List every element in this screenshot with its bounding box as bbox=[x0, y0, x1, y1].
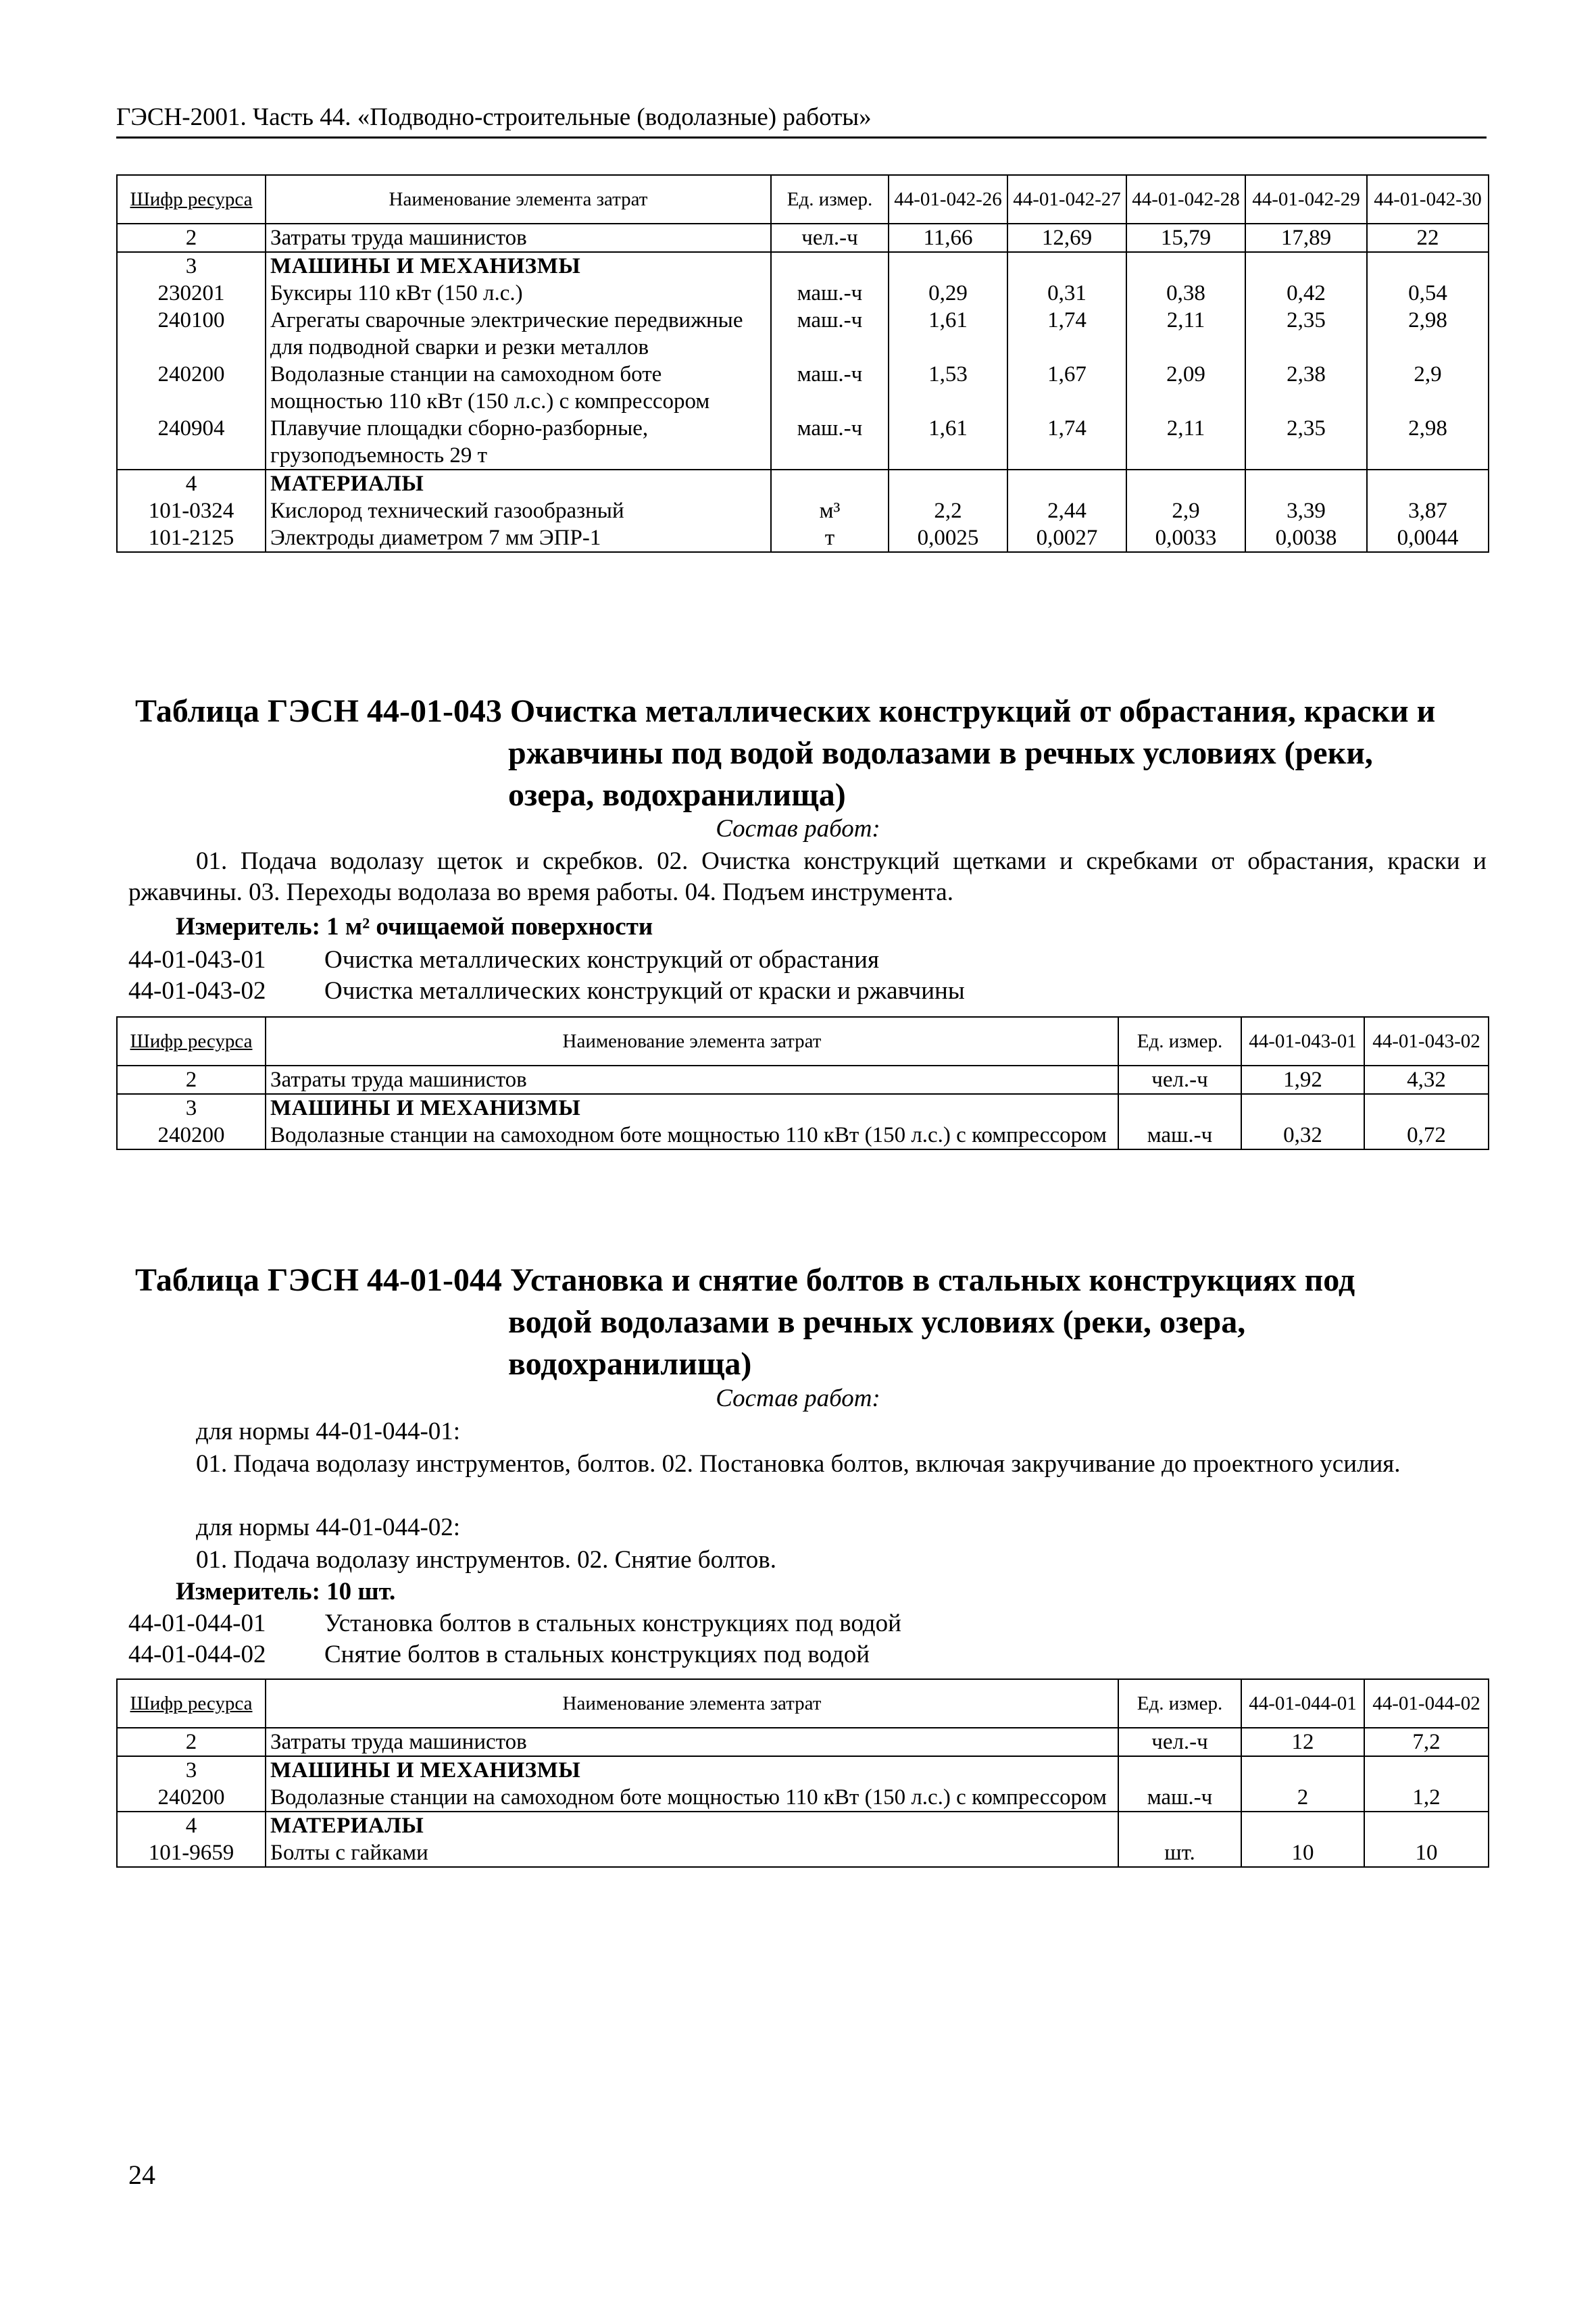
row-value: 2,35 bbox=[1245, 415, 1367, 470]
row-value: 22 bbox=[1367, 224, 1489, 252]
table-header-row bbox=[117, 1679, 1489, 1728]
table-row bbox=[117, 1066, 1489, 1094]
row-value: 7,2 bbox=[1364, 1728, 1489, 1756]
row-value: 2,98 bbox=[1367, 307, 1489, 361]
row-unit: чел.-ч bbox=[1118, 1066, 1241, 1094]
row-name: Водолазные станции на самоходном боте мощностью 110 кВт (150 л.с.) с компрессором bbox=[266, 1784, 1118, 1812]
row-name: Плавучие площадки сборно-разборные, грузоподъемность 29 т bbox=[266, 415, 771, 470]
header-name: Наименование элемента затрат bbox=[266, 1017, 1118, 1066]
category-code: 3 bbox=[117, 1756, 266, 1784]
table-row bbox=[117, 415, 1489, 470]
row-value: 10 bbox=[1241, 1839, 1364, 1867]
row-value: 15,79 bbox=[1126, 224, 1245, 252]
row-code: 240200 bbox=[117, 1122, 266, 1149]
category-code: 3 bbox=[117, 252, 266, 280]
category-title: МАТЕРИАЛЫ bbox=[266, 470, 771, 497]
row-value: 1,67 bbox=[1007, 361, 1126, 415]
row-unit: шт. bbox=[1118, 1839, 1241, 1867]
row-name: Затраты труда машинистов bbox=[266, 1066, 1118, 1094]
row-code: 240904 bbox=[117, 415, 266, 470]
norm-list bbox=[128, 1608, 901, 1670]
row-value: 0,72 bbox=[1364, 1122, 1489, 1149]
row-code: 240200 bbox=[117, 1784, 266, 1812]
row-value: 0,31 bbox=[1007, 280, 1126, 307]
category-row bbox=[117, 252, 1489, 280]
row-value: 0,38 bbox=[1126, 280, 1245, 307]
row-unit: т bbox=[771, 524, 889, 552]
measure-unit: Измеритель: 10 шт. bbox=[176, 1578, 396, 1605]
header-unit: Ед. измер. bbox=[771, 175, 889, 224]
row-code: 2 bbox=[117, 1066, 266, 1094]
row-unit: маш.-ч bbox=[1118, 1122, 1241, 1149]
resource-table-043 bbox=[116, 1016, 1489, 1150]
header-col: 44-01-042-26 bbox=[889, 175, 1007, 224]
row-value: 1,74 bbox=[1007, 307, 1126, 361]
category-code: 3 bbox=[117, 1094, 266, 1122]
header-col: 44-01-044-02 bbox=[1364, 1679, 1489, 1728]
header-code: Шифр ресурса bbox=[117, 175, 266, 224]
row-value: 1,61 bbox=[889, 307, 1007, 361]
row-value: 17,89 bbox=[1245, 224, 1367, 252]
row-value: 12 bbox=[1241, 1728, 1364, 1756]
category-code: 4 bbox=[117, 470, 266, 497]
table-title-043: Таблица ГЭСН 44-01-043 Очистка металлических конструкций от обрастания, краски и ржавчины под водой водолазами в речных условиях (реки, озера, водохранилища) bbox=[135, 693, 1436, 813]
row-name: Водолазные станции на самоходном боте мощностью 110 кВт (150 л.с.) с компрессором bbox=[266, 361, 771, 415]
row-unit: чел.-ч bbox=[1118, 1728, 1241, 1756]
table-row bbox=[117, 497, 1489, 524]
row-name: Буксиры 110 кВт (150 л.с.) bbox=[266, 280, 771, 307]
header-code: Шифр ресурса bbox=[117, 1017, 266, 1066]
row-value: 1,74 bbox=[1007, 415, 1126, 470]
page-number: 24 bbox=[128, 2160, 155, 2190]
row-value: 0,29 bbox=[889, 280, 1007, 307]
norm-item: 44-01-043-02 Очистка металлических конструкций от краски и ржавчины bbox=[128, 977, 965, 1005]
table-row bbox=[117, 307, 1489, 361]
row-unit: м³ bbox=[771, 497, 889, 524]
row-value: 2,09 bbox=[1126, 361, 1245, 415]
row-value: 2,44 bbox=[1007, 497, 1126, 524]
header-col: 44-01-042-27 bbox=[1007, 175, 1126, 224]
category-title: МАШИНЫ И МЕХАНИЗМЫ bbox=[266, 1094, 1118, 1122]
for-norm-label: для нормы 44-01-044-01: bbox=[196, 1418, 461, 1445]
norm-item: 44-01-044-02 Снятие болтов в стальных конструкциях под водой bbox=[128, 1641, 870, 1668]
resource-table-042 bbox=[116, 174, 1489, 553]
row-unit: чел.-ч bbox=[771, 224, 889, 252]
row-value: 3,39 bbox=[1245, 497, 1367, 524]
row-unit: маш.-ч bbox=[771, 307, 889, 361]
header-name: Наименование элемента затрат bbox=[266, 175, 771, 224]
row-name: Электроды диаметром 7 мм ЭПР-1 bbox=[266, 524, 771, 552]
row-value: 0,0038 bbox=[1245, 524, 1367, 552]
work-composition-label: Состав работ: bbox=[716, 1385, 880, 1412]
header-col: 44-01-044-01 bbox=[1241, 1679, 1364, 1728]
category-row bbox=[117, 470, 1489, 497]
row-value: 2 bbox=[1241, 1784, 1364, 1812]
table-row bbox=[117, 1122, 1489, 1149]
row-value: 0,0027 bbox=[1007, 524, 1126, 552]
row-code: 101-9659 bbox=[117, 1839, 266, 1867]
header-unit: Ед. измер. bbox=[1118, 1679, 1241, 1728]
table-row bbox=[117, 524, 1489, 552]
measure-unit: Измеритель: 1 м² очищаемой поверхности bbox=[176, 913, 653, 941]
row-value: 0,0044 bbox=[1367, 524, 1489, 552]
row-unit: маш.-ч bbox=[771, 415, 889, 470]
row-unit: маш.-ч bbox=[1118, 1784, 1241, 1812]
header-code: Шифр ресурса bbox=[117, 1679, 266, 1728]
row-name: Затраты труда машинистов bbox=[266, 224, 771, 252]
row-name: Затраты труда машинистов bbox=[266, 1728, 1118, 1756]
row-value: 0,0033 bbox=[1126, 524, 1245, 552]
table-row bbox=[117, 224, 1489, 252]
category-row bbox=[117, 1812, 1489, 1839]
row-value: 2,38 bbox=[1245, 361, 1367, 415]
header-col: 44-01-042-28 bbox=[1126, 175, 1245, 224]
table-header-row bbox=[117, 1017, 1489, 1066]
resource-table-044 bbox=[116, 1678, 1489, 1868]
row-value: 12,69 bbox=[1007, 224, 1126, 252]
header-col: 44-01-042-30 bbox=[1367, 175, 1489, 224]
row-value: 0,32 bbox=[1241, 1122, 1364, 1149]
table-row bbox=[117, 1728, 1489, 1756]
row-value: 2,9 bbox=[1126, 497, 1245, 524]
header-col: 44-01-043-02 bbox=[1364, 1017, 1489, 1066]
work-composition-text: 01. Подача водолазу щеток и скребков. 02. Очистка конструкций щетками и скребками от обрастания, краски и ржавчины. 03. Переходы водолаза во время работы. 04. Подъем инструмента. bbox=[128, 847, 1487, 906]
row-code: 240200 bbox=[117, 361, 266, 415]
work-composition-text: 01. Подача водолазу инструментов, болтов. 02. Постановка болтов, включая закручивание до проектного усилия. bbox=[196, 1450, 1401, 1478]
row-value: 1,53 bbox=[889, 361, 1007, 415]
row-value: 0,0025 bbox=[889, 524, 1007, 552]
row-value: 2,98 bbox=[1367, 415, 1489, 470]
row-code: 101-2125 bbox=[117, 524, 266, 552]
page-header: ГЭСН-2001. Часть 44. «Подводно-строительные (водолазные) работы» bbox=[116, 103, 1487, 139]
row-value: 1,61 bbox=[889, 415, 1007, 470]
category-code: 4 bbox=[117, 1812, 266, 1839]
category-title: МАШИНЫ И МЕХАНИЗМЫ bbox=[266, 1756, 1118, 1784]
header-name: Наименование элемента затрат bbox=[266, 1679, 1118, 1728]
work-composition-text: 01. Подача водолазу инструментов. 02. Снятие болтов. bbox=[196, 1546, 776, 1574]
row-value: 3,87 bbox=[1367, 497, 1489, 524]
row-value: 0,42 bbox=[1245, 280, 1367, 307]
row-name: Водолазные станции на самоходном боте мощностью 110 кВт (150 л.с.) с компрессором bbox=[266, 1122, 1118, 1149]
category-title: МАТЕРИАЛЫ bbox=[266, 1812, 1118, 1839]
category-row bbox=[117, 1756, 1489, 1784]
row-value: 11,66 bbox=[889, 224, 1007, 252]
table-row bbox=[117, 280, 1489, 307]
header-unit: Ед. измер. bbox=[1118, 1017, 1241, 1066]
row-name: Кислород технический газообразный bbox=[266, 497, 771, 524]
table-row bbox=[117, 1839, 1489, 1867]
row-value: 4,32 bbox=[1364, 1066, 1489, 1094]
table-row bbox=[117, 361, 1489, 415]
row-value: 2,9 bbox=[1367, 361, 1489, 415]
row-code: 230201 bbox=[117, 280, 266, 307]
row-code: 240100 bbox=[117, 307, 266, 361]
category-title: МАШИНЫ И МЕХАНИЗМЫ bbox=[266, 252, 771, 280]
row-name: Агрегаты сварочные электрические передвижные для подводной сварки и резки металлов bbox=[266, 307, 771, 361]
header-col: 44-01-042-29 bbox=[1245, 175, 1367, 224]
row-code: 101-0324 bbox=[117, 497, 266, 524]
row-value: 2,11 bbox=[1126, 307, 1245, 361]
row-value: 2,11 bbox=[1126, 415, 1245, 470]
header-col: 44-01-043-01 bbox=[1241, 1017, 1364, 1066]
category-row bbox=[117, 1094, 1489, 1122]
row-unit: маш.-ч bbox=[771, 280, 889, 307]
row-code: 2 bbox=[117, 224, 266, 252]
row-value: 10 bbox=[1364, 1839, 1489, 1867]
work-composition-label: Состав работ: bbox=[716, 815, 880, 843]
row-value: 0,54 bbox=[1367, 280, 1489, 307]
norm-list bbox=[128, 945, 965, 1007]
row-value: 1,92 bbox=[1241, 1066, 1364, 1094]
row-unit: маш.-ч bbox=[771, 361, 889, 415]
row-value: 2,2 bbox=[889, 497, 1007, 524]
row-value: 2,35 bbox=[1245, 307, 1367, 361]
row-value: 1,2 bbox=[1364, 1784, 1489, 1812]
table-row bbox=[117, 1784, 1489, 1812]
row-code: 2 bbox=[117, 1728, 266, 1756]
table-header-row bbox=[117, 175, 1489, 224]
norm-item: 44-01-043-01 Очистка металлических конструкций от обрастания bbox=[128, 946, 879, 974]
table-title-044: Таблица ГЭСН 44-01-044 Установка и снятие болтов в стальных конструкциях под водой водолазами в речных условиях (реки, озера, водохранилища) bbox=[135, 1262, 1355, 1382]
row-name: Болты с гайками bbox=[266, 1839, 1118, 1867]
norm-item: 44-01-044-01 Установка болтов в стальных конструкциях под водой bbox=[128, 1610, 901, 1637]
for-norm-label: для нормы 44-01-044-02: bbox=[196, 1514, 461, 1541]
